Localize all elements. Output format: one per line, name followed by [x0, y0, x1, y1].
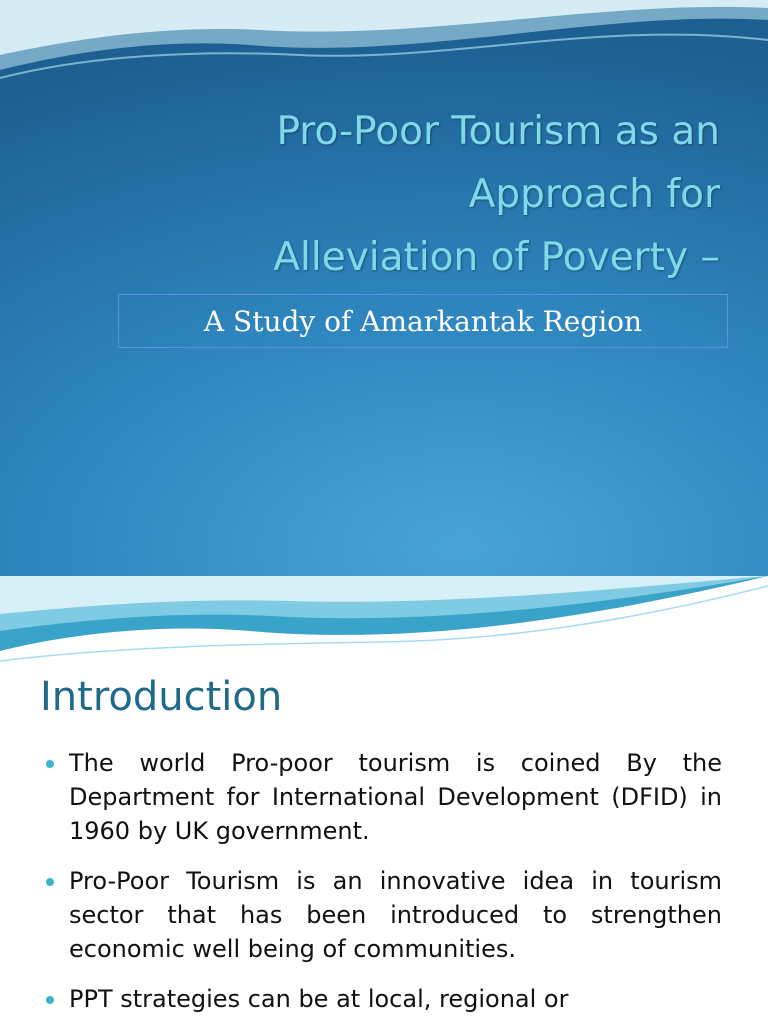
slide-title	[100, 100, 720, 289]
bullet-item	[46, 746, 722, 848]
subtitle-box	[118, 294, 728, 348]
wave-decoration-top	[0, 0, 768, 90]
slide-heading: Introduction	[40, 674, 283, 720]
bullet-list	[46, 746, 722, 1024]
bullet-dot-icon	[46, 996, 54, 1004]
bullet-text: The world Pro-poor tourism is coined By the Department for International Development (DFID) in 1960 by UK government.	[69, 749, 722, 845]
title-line-2: Approach for	[468, 172, 720, 217]
bullet-item	[46, 864, 722, 966]
wave-decoration-top	[0, 576, 768, 666]
bullet-dot-icon	[46, 760, 54, 768]
title-line-3: Alleviation of Poverty –	[273, 235, 720, 280]
bullet-item	[46, 982, 722, 1016]
bullet-text: Pro-Poor Tourism is an innovative idea in tourism sector that has been introduced to strengthen economic well being of communities.	[69, 867, 722, 963]
bullet-dot-icon	[46, 878, 54, 886]
title-line-1: Pro-Poor Tourism as an	[276, 109, 720, 154]
bullet-text: PPT strategies can be at local, regional or	[69, 985, 569, 1013]
slide-subtitle: A Study of Amarkantak Region	[203, 304, 643, 338]
introduction-slide	[0, 576, 768, 1024]
